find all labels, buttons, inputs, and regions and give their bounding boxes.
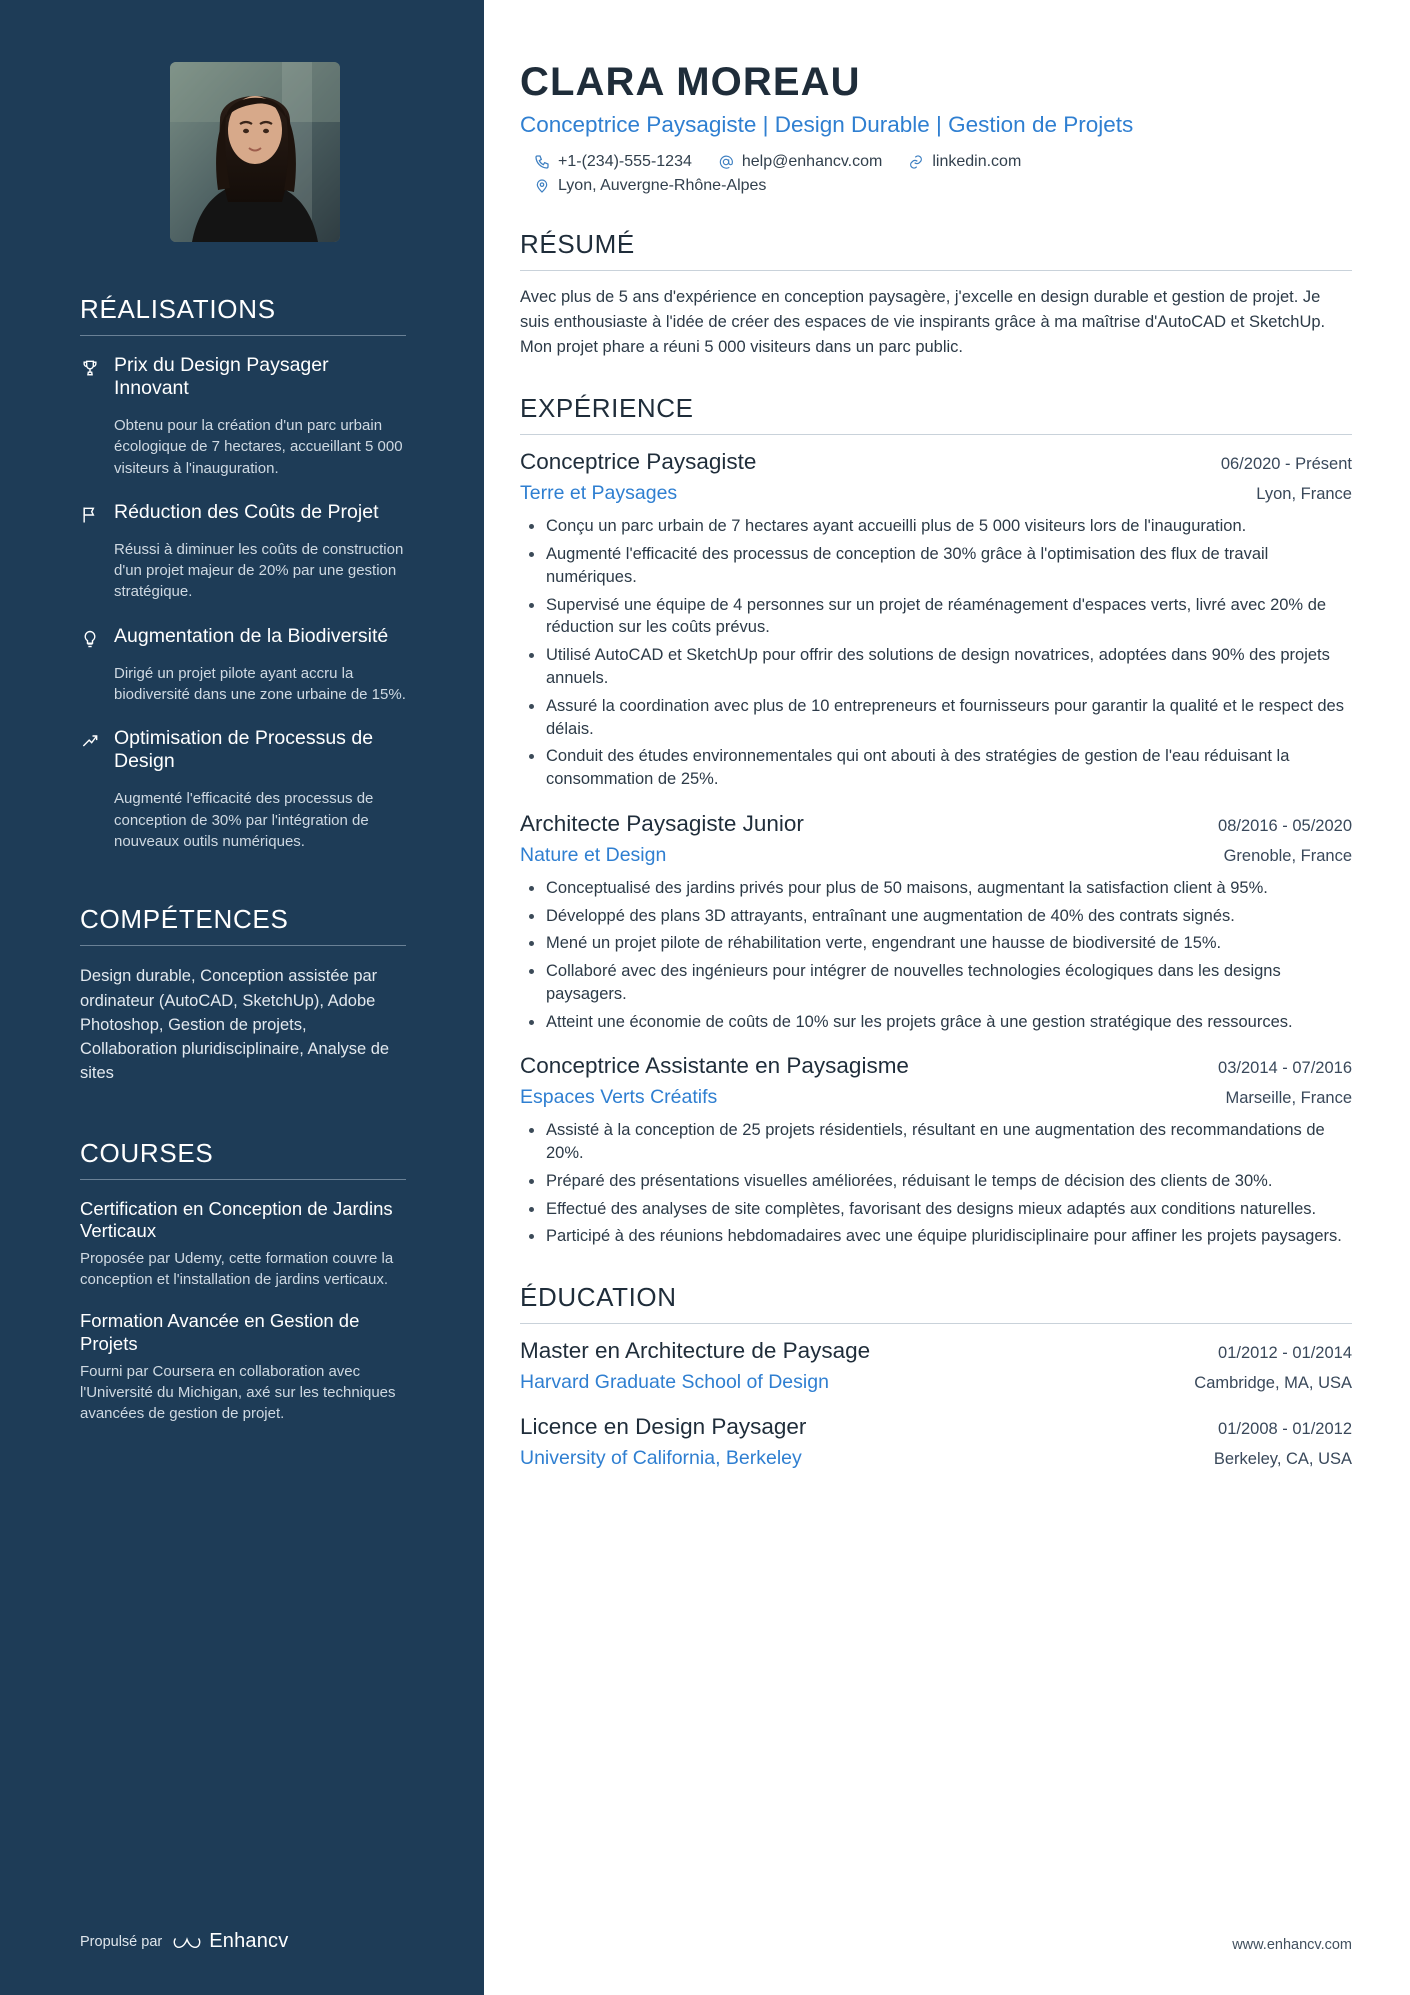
- skills-title: COMPÉTENCES: [80, 904, 406, 946]
- contact-email[interactable]: [718, 153, 882, 171]
- education-degree: Licence en Design Paysager: [520, 1414, 807, 1440]
- summary-title: RÉSUMÉ: [520, 229, 1352, 271]
- job-bullet: Mené un projet pilote de réhabilitation verte, engendrant une hausse de biodiversité de 15%.: [520, 932, 1352, 955]
- section-summary: [520, 229, 1352, 359]
- achievement-desc: Dirigé un projet pilote ayant accru la biodiversité dans une zone urbaine de 15%.: [114, 664, 406, 704]
- achievement-item: [80, 727, 406, 780]
- job-company: Nature et Design: [520, 843, 667, 866]
- job-bullets: [520, 1119, 1352, 1248]
- job-location: Lyon, France: [1256, 485, 1352, 504]
- job-title: Conceptrice Assistante en Paysagisme: [520, 1053, 909, 1079]
- sidebar: [0, 0, 484, 1995]
- contact-phone: [534, 153, 692, 171]
- section-experience: [520, 393, 1352, 1248]
- achievement-item: [80, 354, 406, 407]
- education-school: University of California, Berkeley: [520, 1447, 802, 1470]
- course-desc: Proposée par Udemy, cette formation couvre la conception et l'installation de jardins verticaux.: [80, 1249, 394, 1289]
- education-school: Harvard Graduate School of Design: [520, 1371, 829, 1394]
- job-bullets: [520, 515, 1352, 790]
- education-date: 01/2008 - 01/2012: [1218, 1420, 1352, 1439]
- enhancv-mark-icon: [172, 1932, 202, 1952]
- section-skills: [80, 904, 406, 1085]
- job-company: Espaces Verts Créatifs: [520, 1086, 718, 1109]
- email-value: help@enhancv.com: [741, 153, 883, 171]
- job-date: 08/2016 - 05/2020: [1218, 816, 1352, 835]
- summary-text: Avec plus de 5 ans d'expérience en conception paysagère, j'excelle en design durable et gestion de projet. Je suis enthousiaste à l'idée de créer des espaces de vie inspirants grâce à ma maîtrise d'AutoCAD et SketchUp. Mon projet phare a réuni 5 000 visiteurs dans un parc public.: [520, 288, 1326, 356]
- job-date: 03/2014 - 07/2016: [1218, 1059, 1352, 1078]
- job-bullet: Atteint une économie de coûts de 10% sur les projets grâce à une gestion stratégique des ressources.: [520, 1011, 1352, 1034]
- phone-icon: [534, 154, 550, 170]
- education-location: Berkeley, CA, USA: [1213, 1450, 1352, 1469]
- job-bullet: Collaboré avec des ingénieurs pour intégrer de nouvelles technologies écologiques dans les designs paysagers.: [520, 960, 1352, 1006]
- trending-up-icon: [80, 727, 102, 780]
- job-bullet: Conceptualisé des jardins privés pour plus de 50 maisons, augmentant la satisfaction client à 95%.: [520, 877, 1352, 900]
- contact-location: [534, 177, 1194, 195]
- experience-item: [520, 811, 1352, 1034]
- achievement-title: Prix du Design Paysager Innovant: [114, 354, 329, 399]
- phone-value: +1-(234)-555-1234: [558, 153, 692, 171]
- education-item: [520, 1338, 1352, 1394]
- experience-item: [520, 1053, 1352, 1248]
- flag-icon: [80, 501, 102, 531]
- link-icon: [908, 154, 924, 170]
- course-item: [80, 1310, 406, 1424]
- achievement-desc: Réussi à diminuer les coûts de construction d'un projet majeur de 20% par une gestion stratégique.: [114, 540, 404, 601]
- achievement-title: Réduction des Coûts de Projet: [114, 500, 379, 523]
- achievement-item: [80, 501, 406, 531]
- brand-name: Enhancv: [209, 1930, 289, 1952]
- map-pin-icon: [534, 178, 550, 194]
- job-bullet: Assuré la coordination avec plus de 10 entrepreneurs et fournisseurs pour garantir la qualité et le respect des délais.: [520, 695, 1352, 741]
- job-bullet: Supervisé une équipe de 4 personnes sur un projet de réaménagement d'espaces verts, livré avec 20% de réduction sur les coûts prévus.: [520, 594, 1352, 640]
- achievement-title: Optimisation de Processus de Design: [114, 727, 374, 773]
- course-title: Certification en Conception de Jardins Verticaux: [80, 1197, 393, 1241]
- at-icon: [718, 154, 734, 170]
- job-bullet: Utilisé AutoCAD et SketchUp pour offrir des solutions de design novatrices, adoptées dans 90% des projets annuels.: [520, 644, 1352, 690]
- education-title: ÉDUCATION: [520, 1282, 1352, 1324]
- lightbulb-icon: [80, 625, 102, 655]
- job-bullet: Développé des plans 3D attrayants, entraînant une augmentation de 40% des contrats signés.: [520, 905, 1352, 928]
- profile-photo-icon: [170, 62, 340, 242]
- job-title: Conceptrice Paysagiste: [520, 449, 757, 475]
- page-title: CLARA MOREAU: [520, 60, 861, 104]
- section-courses: [80, 1138, 406, 1425]
- trophy-icon: [80, 354, 102, 407]
- job-bullet: Conduit des études environnementales qui ont abouti à des stratégies de gestion de l'eau réduisant la consommation de 25%.: [520, 745, 1352, 791]
- main-content: [484, 0, 1410, 1995]
- achievements-title: RÉALISATIONS: [80, 294, 406, 336]
- contact-linkedin[interactable]: [908, 153, 1021, 171]
- job-location: Marseille, France: [1225, 1089, 1352, 1108]
- job-company: Terre et Paysages: [520, 482, 678, 505]
- job-bullet: Assisté à la conception de 25 projets résidentiels, résultant en une augmentation des recommandations de 20%.: [520, 1119, 1352, 1165]
- contact-row: [534, 153, 1194, 195]
- course-item: [80, 1198, 406, 1291]
- education-item: [520, 1414, 1352, 1470]
- skills-text: Design durable, Conception assistée par ordinateur (AutoCAD, SketchUp), Adobe Photoshop, Gestion de projets, Collaboration pluridisciplinaire, Analyse de sites: [80, 967, 390, 1083]
- education-date: 01/2012 - 01/2014: [1218, 1344, 1352, 1363]
- location-value: Lyon, Auvergne-Rhône-Alpes: [558, 177, 767, 195]
- avatar: [170, 62, 340, 242]
- achievement-desc: Augmenté l'efficacité des processus de conception de 30% par l'intégration de nouveaux outils numériques.: [114, 790, 374, 850]
- job-location: Grenoble, France: [1223, 846, 1352, 865]
- job-bullet: Préparé des présentations visuelles améliorées, réduisant le temps de décision des clients de 30%.: [520, 1170, 1352, 1193]
- job-date: 06/2020 - Présent: [1220, 455, 1352, 474]
- achievement-title: Augmentation de la Biodiversité: [114, 624, 389, 647]
- course-desc: Fourni par Coursera en collaboration avec l'Université du Michigan, axé sur les techniques avancées de gestion de projet.: [80, 1362, 396, 1423]
- experience-title: EXPÉRIENCE: [520, 393, 1352, 435]
- powered-by-label: Propulsé par: [80, 1933, 163, 1950]
- website-footer: www.enhancv.com: [1232, 1937, 1352, 1953]
- section-achievements: [80, 294, 406, 852]
- achievement-desc: Obtenu pour la création d'un parc urbain écologique de 7 hectares, accueillant 5 000 visiteurs à l'inauguration.: [114, 417, 403, 477]
- job-bullet: Augmenté l'efficacité des processus de conception de 30% grâce à l'optimisation des flux de travail numériques.: [520, 543, 1352, 589]
- education-location: Cambridge, MA, USA: [1194, 1374, 1352, 1393]
- courses-title: COURSES: [80, 1138, 406, 1180]
- enhancv-logo: [172, 1930, 288, 1953]
- sidebar-footer: [80, 1930, 288, 1953]
- achievement-item: [80, 625, 406, 655]
- job-title: Architecte Paysagiste Junior: [520, 810, 804, 836]
- experience-item: [520, 449, 1352, 790]
- job-bullet: Participé à des réunions hebdomadaires avec une équipe pluridisciplinaire pour affiner les projets paysagers.: [520, 1225, 1352, 1248]
- linkedin-value: linkedin.com: [932, 153, 1022, 171]
- job-bullet: Conçu un parc urbain de 7 hectares ayant accueilli plus de 5 000 visiteurs lors de l'inauguration.: [520, 515, 1352, 538]
- section-education: [520, 1282, 1352, 1470]
- job-bullet: Effectué des analyses de site complètes, favorisant des designs mieux adaptés aux conditions naturelles.: [520, 1198, 1352, 1221]
- education-degree: Master en Architecture de Paysage: [520, 1338, 871, 1364]
- job-bullets: [520, 877, 1352, 1034]
- course-title: Formation Avancée en Gestion de Projets: [80, 1310, 360, 1354]
- headline: Conceptrice Paysagiste | Design Durable | Gestion de Projets: [520, 112, 1134, 137]
